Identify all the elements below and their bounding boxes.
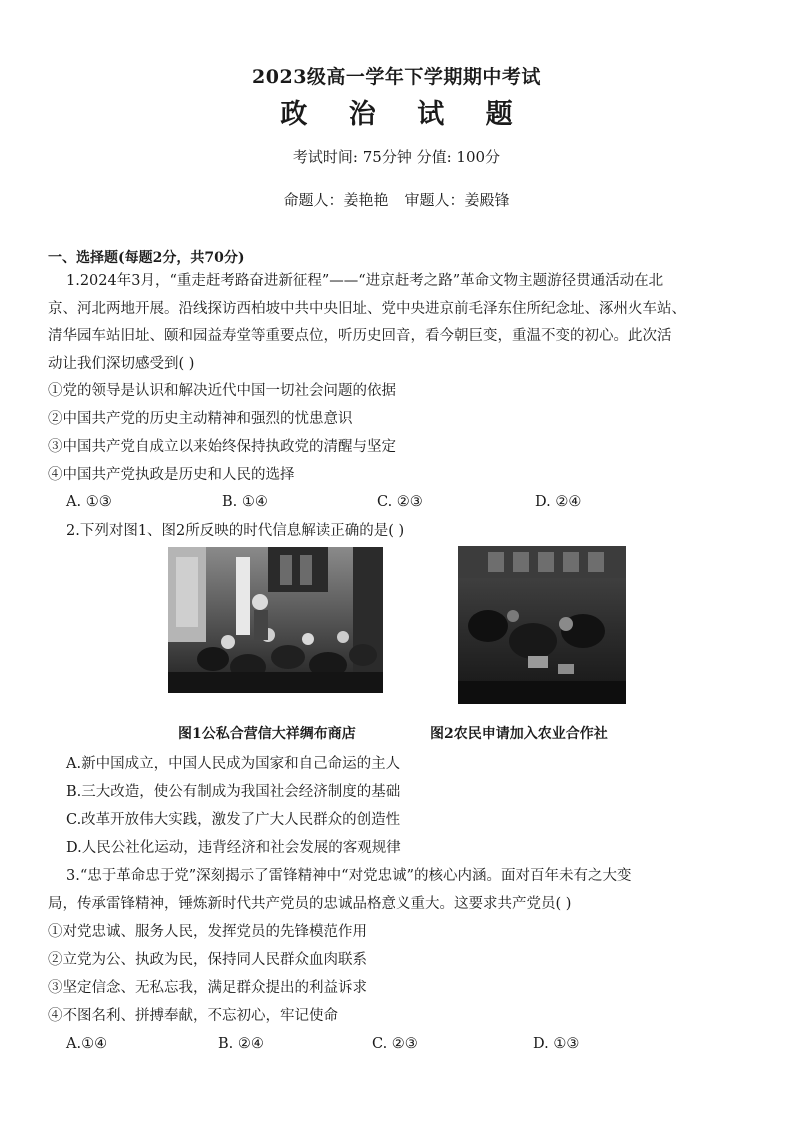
option-c[interactable]: C. ②③ (377, 494, 423, 510)
question-1-line: 京、河北两地开展。沿线探访西柏坡中共中央旧址、党中央进京前毛泽东住所纪念址、涿州火车站、 (48, 301, 686, 317)
question-3-item: ②立党为公、执政为民，保持同人民群众血肉联系 (48, 952, 367, 968)
option-b[interactable]: B. ②④ (218, 1036, 264, 1052)
figure-1-caption: 图1公私合营信大祥绸布商店 (178, 726, 356, 742)
option-c[interactable]: C.改革开放伟大实践，激发了广大人民群众的创造性 (66, 812, 401, 828)
option-d[interactable]: D.人民公社化运动，违背经济和社会发展的客观规律 (66, 840, 401, 856)
option-d[interactable]: D. ①③ (533, 1036, 580, 1052)
question-3-item: ④不图名利、拼搏奉献，不忘初心，牢记使命 (48, 1008, 338, 1024)
exam-subject: 政 治 试 题 (280, 99, 529, 130)
option-b[interactable]: B.三大改造，使公有制成为我国社会经济制度的基础 (66, 784, 401, 800)
question-1-item: ①党的领导是认识和解决近代中国一切社会问题的依据 (48, 383, 396, 399)
question-1-item: ③中国共产党自成立以来始终保持执政党的清醒与坚定 (48, 439, 396, 455)
question-3-item: ①对党忠诚、服务人民，发挥党员的先锋模范作用 (48, 924, 367, 940)
question-3-line: 局，传承雷锋精神，锤炼新时代共产党员的忠诚品格意义重大。这要求共产党员( ) (48, 896, 572, 912)
option-a[interactable]: A. ①③ (66, 494, 112, 510)
question-3-item: ③坚定信念、无私忘我，满足群众提出的利益诉求 (48, 980, 367, 996)
option-a[interactable]: A.①④ (66, 1036, 108, 1052)
option-d[interactable]: D. ②④ (535, 494, 582, 510)
exam-authors (0, 189, 793, 210)
question-1-line: 清华园车站旧址、颐和园益寿堂等重要点位，听历史回音，看今朝巨变，重温不变的初心。此次活 (48, 328, 672, 344)
option-c[interactable]: C. ②③ (372, 1036, 418, 1052)
reviewer-name: 审题人：姜殿锋 (404, 191, 510, 209)
option-b[interactable]: B. ①④ (222, 494, 268, 510)
question-1-line: 动让我们深切感受到( ) (48, 356, 195, 372)
question-1-line: 1.2024年3月，“重走赶考路奋进新征程”——“进京赶考之路”革命文物主题游径贯通活动在北 (66, 273, 664, 289)
question-1-item: ②中国共产党的历史主动精神和强烈的忧患意识 (48, 411, 353, 427)
figure-2-photo (458, 546, 626, 704)
exam-title: 2023级高一学年下学期期中考试 (252, 66, 541, 88)
figure-2-caption: 图2农民申请加入农业合作社 (430, 726, 608, 742)
option-a[interactable]: A.新中国成立，中国人民成为国家和自己命运的主人 (66, 756, 401, 772)
exam-info: 考试时间: 75分钟 分值: 100分 (292, 148, 501, 166)
question-2-stem: 2.下列对图1、图2所反映的时代信息解读正确的是( ) (66, 523, 405, 539)
question-1-item: ④中国共产党执政是历史和人民的选择 (48, 467, 295, 483)
section-heading: 一、选择题(每题2分，共70分) (48, 250, 245, 266)
figure-1-photo (168, 547, 383, 693)
question-3-line: 3.“忠于革命忠于党”深刻揭示了雷锋精神中“对党忠诚”的核心内涵。面对百年未有之大变 (66, 868, 632, 884)
setter-name: 命题人：姜艳艳 (283, 191, 389, 209)
